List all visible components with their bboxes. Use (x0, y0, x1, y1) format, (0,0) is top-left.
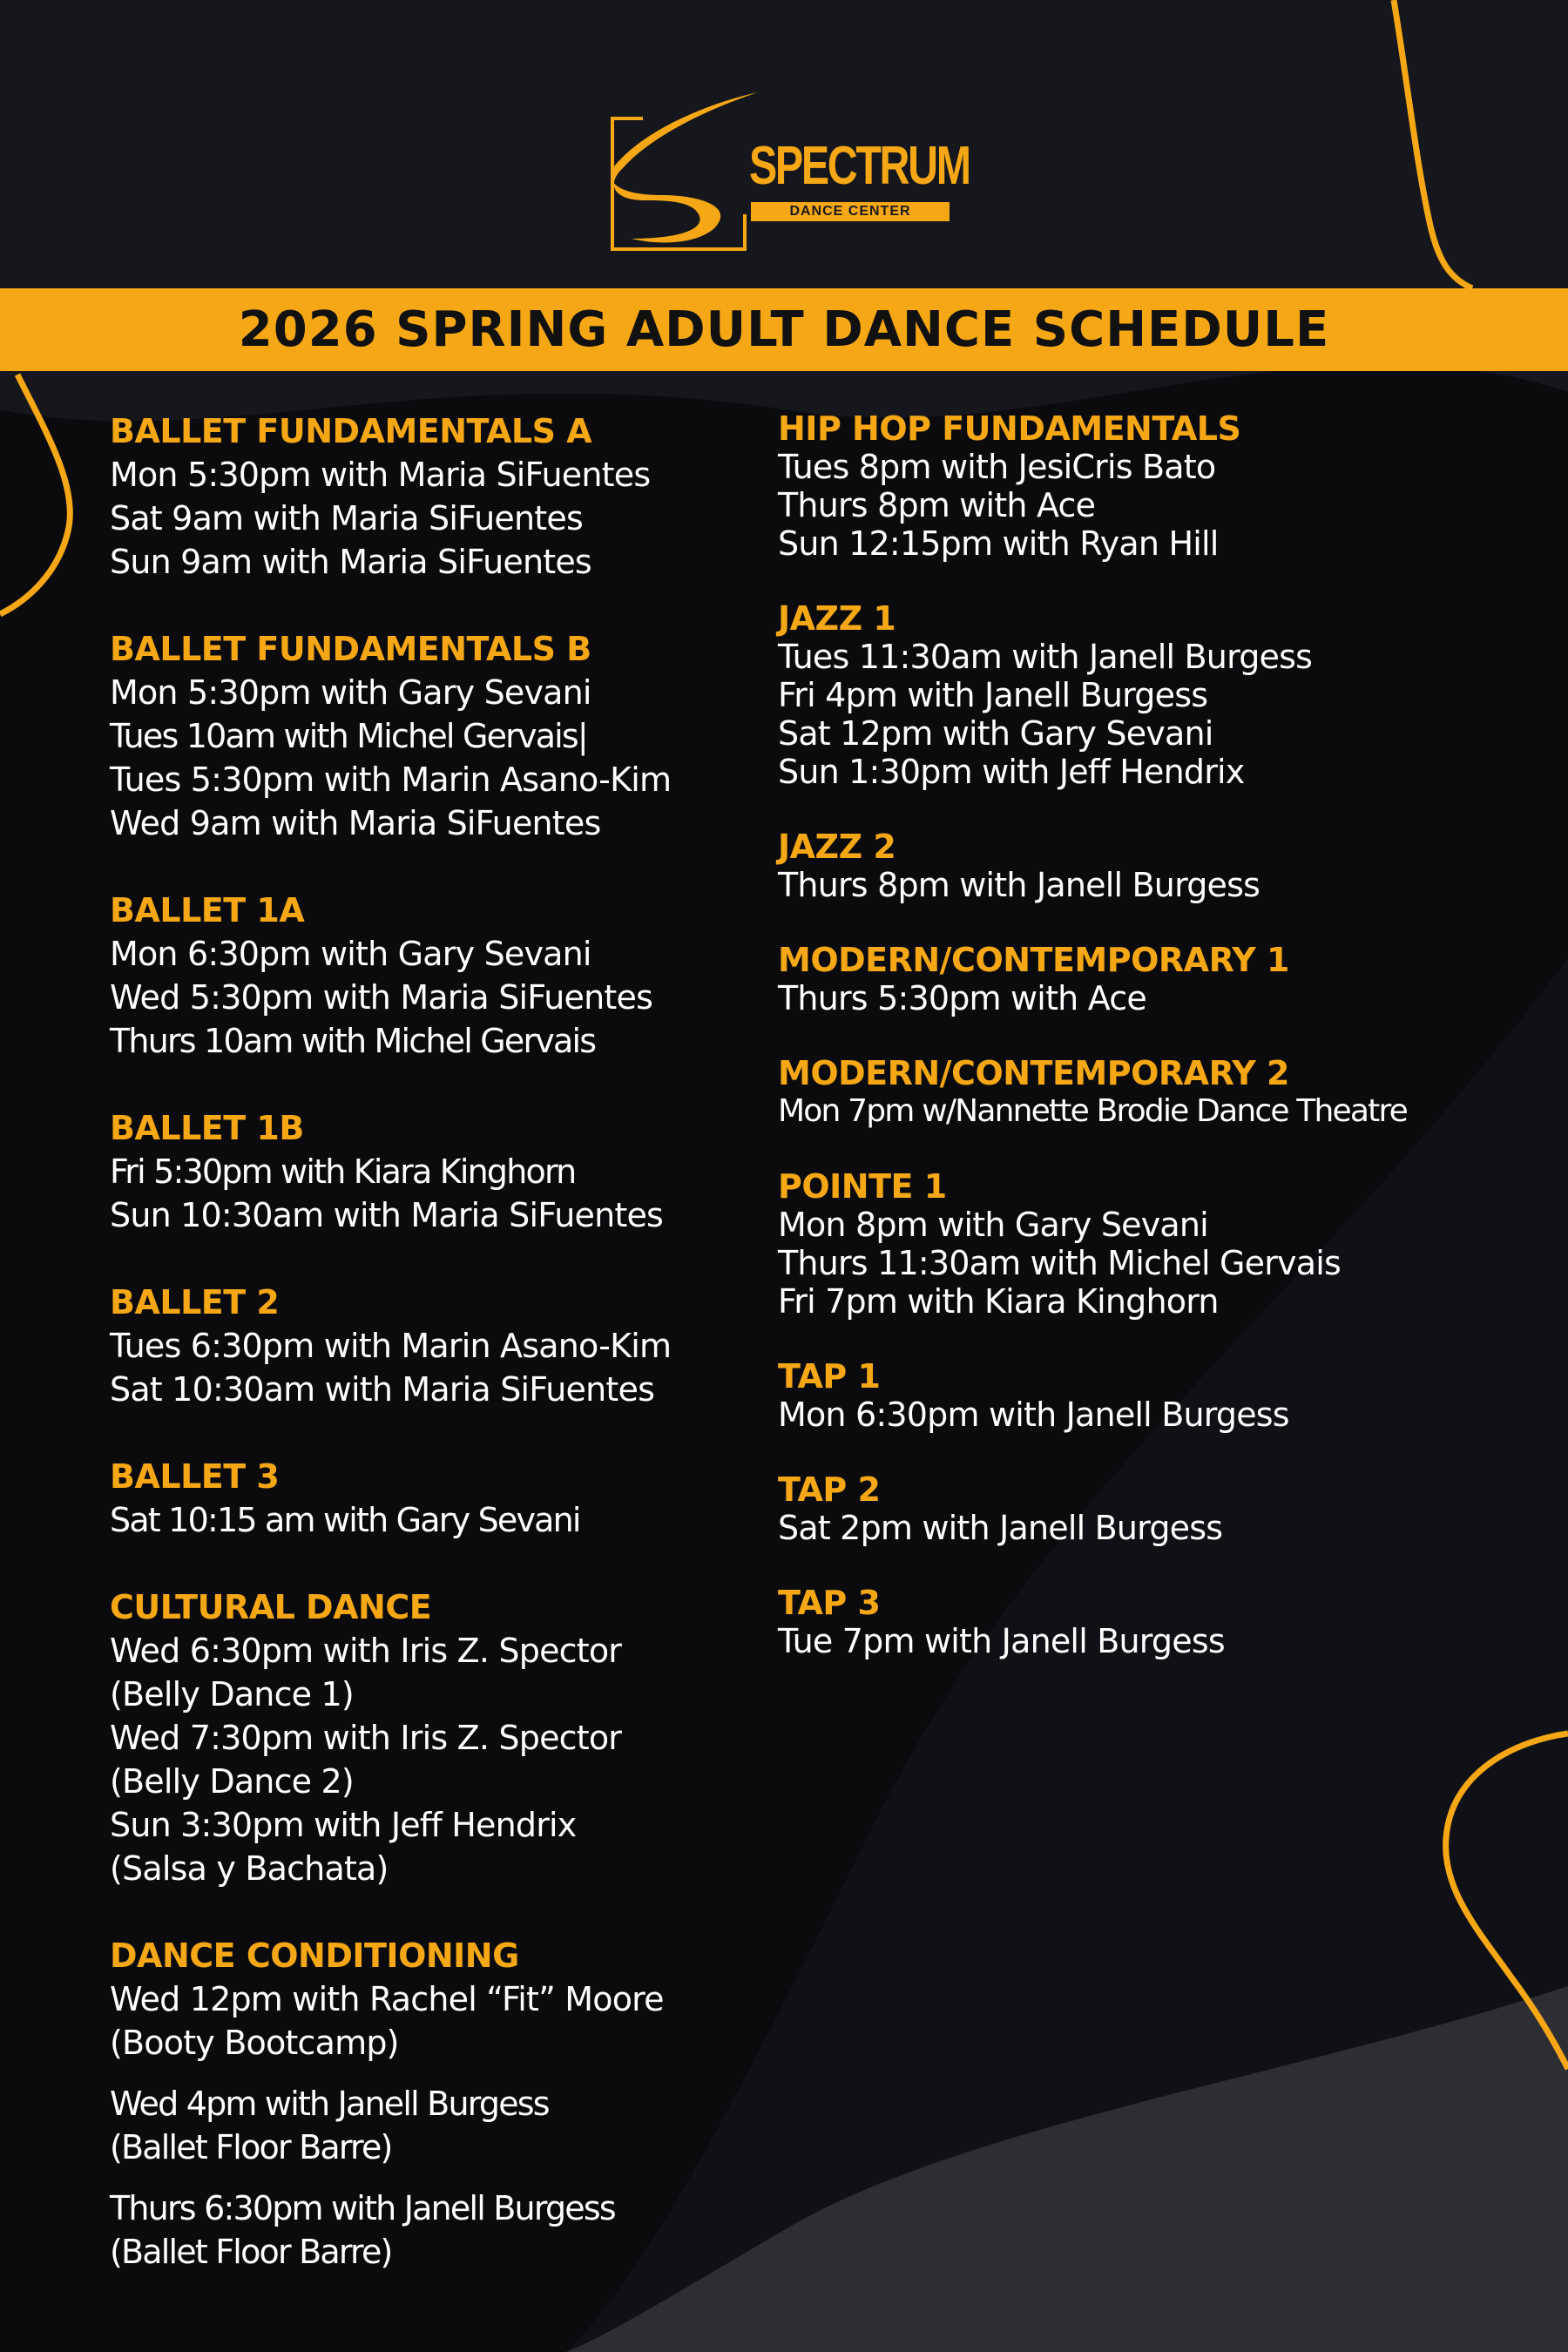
class-entry: (Belly Dance 1) (110, 1675, 354, 1713)
class-block (778, 599, 1544, 791)
class-entry: Thurs 8pm with Ace (778, 486, 1096, 524)
class-title: BALLET FUNDAMENTALS A (110, 412, 592, 450)
class-block (778, 1357, 1544, 1434)
schedule-column-left (110, 409, 754, 2317)
class-entry: Sun 9am with Maria SiFuentes (110, 543, 591, 581)
title-band (0, 288, 1568, 371)
class-title: BALLET 3 (110, 1457, 280, 1496)
class-entry: Mon 5:30pm with Maria SiFuentes (110, 456, 651, 494)
class-block (778, 1167, 1544, 1321)
class-title: BALLET FUNDAMENTALS B (110, 630, 591, 668)
class-block (778, 1584, 1544, 1660)
class-entry: (Belly Dance 2) (110, 1762, 354, 1801)
entry-gap (110, 2169, 754, 2186)
class-entry: Mon 5:30pm with Gary Sevani (110, 673, 591, 712)
brand-subtitle: DANCE CENTER (751, 202, 950, 221)
class-title: DANCE CONDITIONING (110, 1936, 519, 1975)
class-block (110, 627, 754, 845)
class-entry: Sat 2pm with Janell Burgess (778, 1509, 1223, 1547)
class-entry: Tues 5:30pm with Marin Asano-Kim (110, 760, 672, 799)
schedule-column-right (778, 409, 1544, 1697)
class-entry: (Booty Bootcamp) (110, 2024, 399, 2062)
class-entry: (Ballet Floor Barre) (110, 2233, 392, 2271)
class-entry: Sat 12pm with Gary Sevani (778, 714, 1213, 753)
logo (610, 84, 970, 258)
class-entry: Mon 6:30pm with Janell Burgess (778, 1396, 1289, 1434)
class-block (778, 828, 1544, 904)
class-block (778, 941, 1544, 1017)
class-block (110, 889, 754, 1063)
class-title: JAZZ 2 (778, 828, 896, 866)
class-entry: Wed 5:30pm with Maria SiFuentes (110, 978, 653, 1017)
class-entry: (Ballet Floor Barre) (110, 2128, 392, 2166)
class-block (778, 409, 1544, 563)
class-title: BALLET 1B (110, 1109, 304, 1147)
class-title: BALLET 1A (110, 891, 305, 929)
class-title: CULTURAL DANCE (110, 1588, 432, 1626)
class-title: TAP 2 (778, 1470, 881, 1509)
class-entry: Tues 6:30pm with Marin Asano-Kim (110, 1327, 672, 1365)
class-entry: Fri 7pm with Kiara Kinghorn (778, 1282, 1219, 1321)
class-entry: Thurs 11:30am with Michel Gervais (778, 1244, 1341, 1282)
class-entry: Sun 12:15pm with Ryan Hill (778, 524, 1219, 563)
class-title: JAZZ 1 (778, 599, 896, 638)
class-entry: Thurs 8pm with Janell Burgess (778, 866, 1260, 904)
class-title: TAP 1 (778, 1357, 881, 1396)
class-entry: Mon 7pm w/Nannette Brodie Dance Theatre (778, 1093, 1408, 1129)
class-entry: Thurs 6:30pm with Janell Burgess (110, 2189, 615, 2227)
class-entry: Sat 9am with Maria SiFuentes (110, 499, 583, 537)
class-entry: Fri 5:30pm with Kiara Kinghorn (110, 1152, 576, 1191)
class-entry: Tues 11:30am with Janell Burgess (778, 638, 1313, 676)
class-entry: Wed 7:30pm with Iris Z. Spector (110, 1719, 622, 1757)
class-title: TAP 3 (778, 1584, 881, 1622)
class-entry: (Salsa y Bachata) (110, 1849, 389, 1888)
class-entry: Wed 9am with Maria SiFuentes (110, 804, 601, 842)
class-entry: Thurs 10am with Michel Gervais (110, 1022, 596, 1060)
class-entry: Sun 1:30pm with Jeff Hendrix (778, 753, 1245, 791)
class-block (110, 1106, 754, 1237)
class-entry: Fri 4pm with Janell Burgess (778, 676, 1208, 714)
class-block (778, 1470, 1544, 1547)
class-title: MODERN/CONTEMPORARY 2 (778, 1054, 1289, 1092)
class-entry: Sun 10:30am with Maria SiFuentes (110, 1196, 664, 1234)
class-entry: Tues 10am with Michel Gervais| (110, 717, 587, 755)
brand-name: SPECTRUM (749, 136, 970, 196)
page-title: 2026 SPRING ADULT DANCE SCHEDULE (238, 301, 1330, 358)
class-block (110, 1934, 754, 2274)
class-block (110, 1585, 754, 1890)
class-block (110, 1281, 754, 1411)
class-block (110, 1455, 754, 1542)
class-entry: Thurs 5:30pm with Ace (778, 979, 1146, 1017)
entry-gap (110, 2065, 754, 2082)
class-entry: Sun 3:30pm with Jeff Hendrix (110, 1806, 577, 1844)
class-block (110, 409, 754, 584)
class-entry: Sat 10:15 am with Gary Sevani (110, 1501, 580, 1539)
class-entry: Wed 12pm with Rachel “Fit” Moore (110, 1980, 664, 2018)
class-entry: Wed 4pm with Janell Burgess (110, 2085, 549, 2123)
class-block (778, 1054, 1544, 1131)
class-entry: Tue 7pm with Janell Burgess (778, 1622, 1225, 1660)
class-title: BALLET 2 (110, 1283, 280, 1321)
class-title: HIP HOP FUNDAMENTALS (778, 409, 1241, 448)
class-entry: Mon 6:30pm with Gary Sevani (110, 935, 591, 973)
class-entry: Wed 6:30pm with Iris Z. Spector (110, 1632, 622, 1670)
class-entry: Tues 8pm with JesiCris Bato (778, 448, 1216, 486)
class-entry: Mon 8pm with Gary Sevani (778, 1206, 1208, 1244)
class-title: MODERN/CONTEMPORARY 1 (778, 941, 1289, 979)
class-title: POINTE 1 (778, 1167, 947, 1206)
class-entry: Sat 10:30am with Maria SiFuentes (110, 1370, 655, 1409)
